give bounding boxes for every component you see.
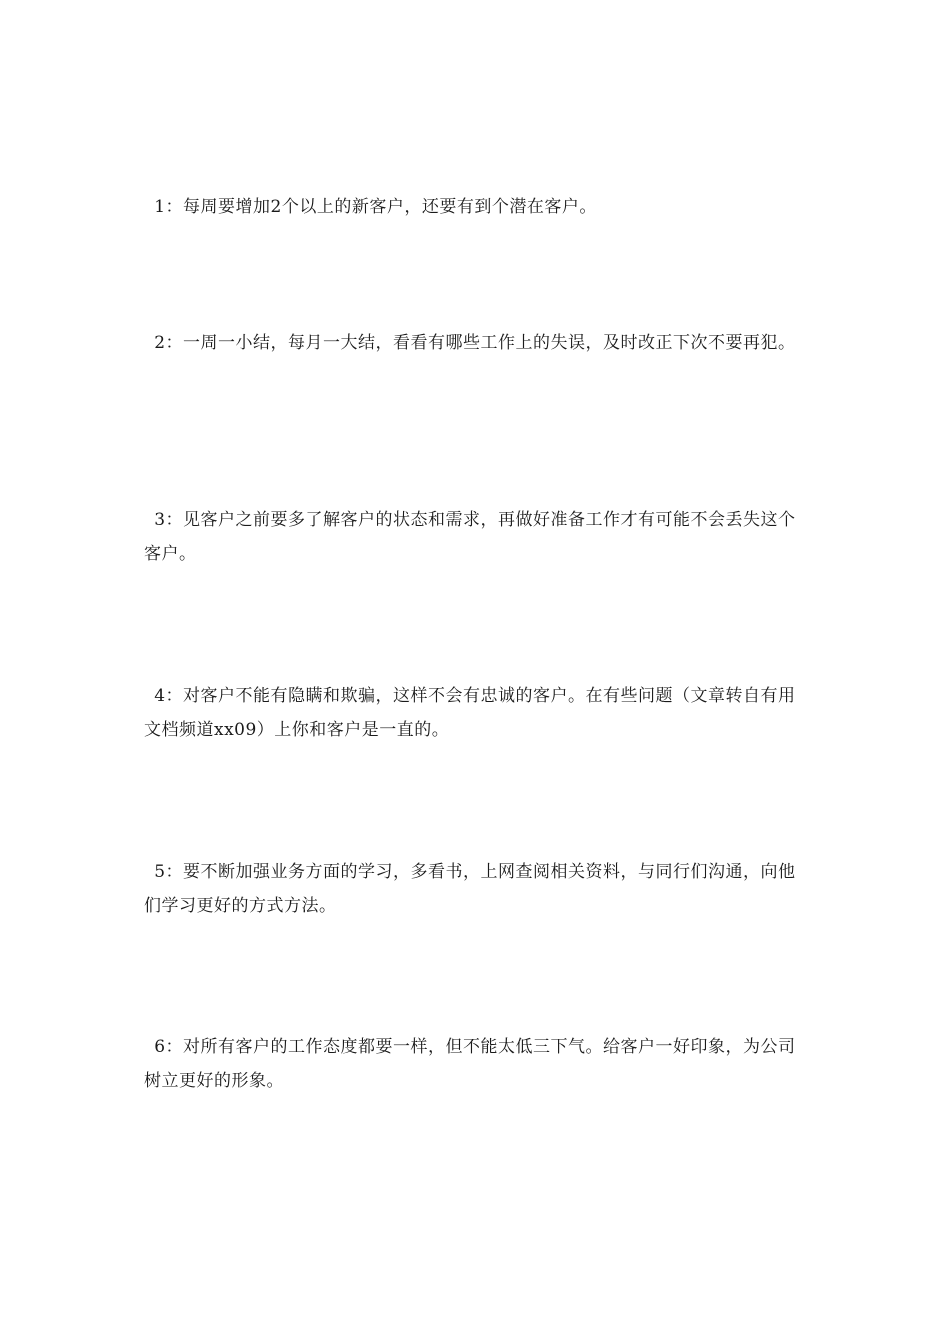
paragraph-2: 2：一周一小结，每月一大结，看看有哪些工作上的失误，及时改正下次不要再犯。	[154, 333, 796, 353]
paragraph-1: 1：每周要增加2个以上的新客户，还要有到个潜在客户。	[154, 197, 597, 217]
paragraph-4: 4：对客户不能有隐瞒和欺骗，这样不会有忠诚的客户。在有些问题（文章转自有用文档频道xx09）上你和客户是一直的。	[144, 686, 796, 740]
paragraph-3: 3：见客户之前要多了解客户的状态和需求，再做好准备工作才有可能不会丢失这个客户。	[144, 510, 796, 564]
paragraph-6: 6：对所有客户的工作态度都要一样，但不能太低三下气。给客户一好印象，为公司树立更好的形象。	[144, 1037, 796, 1091]
paragraph-5: 5：要不断加强业务方面的学习，多看书，上网查阅相关资料，与同行们沟通，向他们学习更好的方式方法。	[144, 862, 796, 916]
